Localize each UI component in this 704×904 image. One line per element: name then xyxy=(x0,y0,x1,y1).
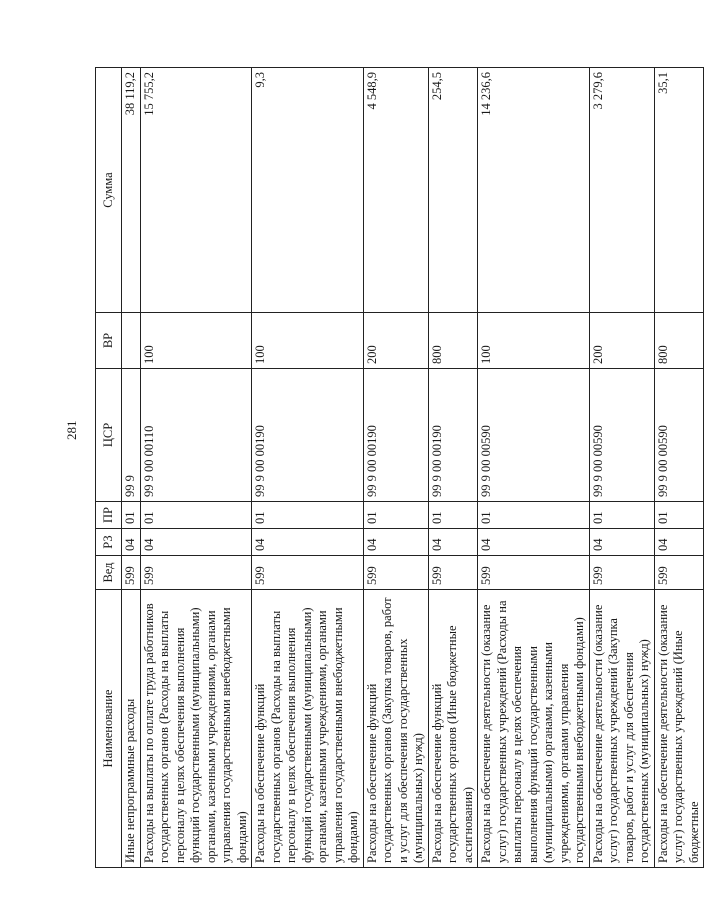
cell-name: Расходы на обеспечение функций государственных органов (Закупка товаров, работ и услуг для обеспечения государственных (муниципальных) нужд) xyxy=(363,590,428,868)
cell-pr: 01 xyxy=(140,502,252,529)
cell-sum: 38 119,2 xyxy=(122,68,141,313)
cell-csr: 99 9 00 00190 xyxy=(252,369,364,502)
budget-table xyxy=(95,67,704,868)
cell-name: Расходы на выплаты по оплате труда работников государственных органов (Расходы на выплаты персоналу в целях обеспечения выполнения функций государственными (муниципальными) органами, казенными учреждениями, органами управления государственными внебюджетными фондами) xyxy=(140,590,252,868)
cell-csr: 99 9 00 00190 xyxy=(363,369,428,502)
table-row xyxy=(140,68,252,868)
cell-pr: 01 xyxy=(252,502,364,529)
table-row xyxy=(252,68,364,868)
cell-csr: 99 9 00 00110 xyxy=(140,369,252,502)
cell-sum: 9,3 xyxy=(252,68,364,313)
cell-ved: 599 xyxy=(478,556,590,590)
cell-csr: 99 9 xyxy=(122,369,141,502)
cell-sum: 35,1 xyxy=(654,68,704,313)
cell-vr: 100 xyxy=(252,313,364,369)
header-rz: РЗ xyxy=(96,529,122,556)
header-ved: Вед xyxy=(96,556,122,590)
cell-ved: 599 xyxy=(589,556,654,590)
table-row xyxy=(654,68,704,868)
cell-sum: 4 548,9 xyxy=(363,68,428,313)
cell-name: Расходы на обеспечение деятельности (оказание услуг) государственных учреждений (Иные бюджетные xyxy=(654,590,704,868)
cell-ved: 599 xyxy=(122,556,141,590)
cell-ved: 599 xyxy=(252,556,364,590)
page-number: 281 xyxy=(64,420,79,440)
cell-pr: 01 xyxy=(363,502,428,529)
cell-rz: 04 xyxy=(363,529,428,556)
cell-vr: 100 xyxy=(140,313,252,369)
cell-vr: 200 xyxy=(589,313,654,369)
cell-csr: 99 9 00 00590 xyxy=(589,369,654,502)
cell-name: Расходы на обеспечение функций государственных органов (Расходы на выплаты персоналу в целях обеспечения выполнения функций государственными (муниципальными) органами, казенными учреждениями, органами управления государственными внебюджетными фондами) xyxy=(252,590,364,868)
cell-pr: 01 xyxy=(122,502,141,529)
cell-rz: 04 xyxy=(589,529,654,556)
cell-sum: 14 236,6 xyxy=(478,68,590,313)
cell-sum: 3 279,6 xyxy=(589,68,654,313)
cell-pr: 01 xyxy=(589,502,654,529)
cell-vr: 200 xyxy=(363,313,428,369)
cell-csr: 99 9 00 00590 xyxy=(478,369,590,502)
cell-sum: 254,5 xyxy=(428,68,478,313)
cell-name: Расходы на обеспечение функций государственных органов (Иные бюджетные ассигнования) xyxy=(428,590,478,868)
table-row xyxy=(428,68,478,868)
cell-pr: 01 xyxy=(478,502,590,529)
table-row xyxy=(122,68,141,868)
cell-rz: 04 xyxy=(140,529,252,556)
table-row xyxy=(478,68,590,868)
cell-rz: 04 xyxy=(428,529,478,556)
cell-rz: 04 xyxy=(122,529,141,556)
cell-ved: 599 xyxy=(140,556,252,590)
table-row xyxy=(589,68,654,868)
cell-name: Расходы на обеспечение деятельности (оказание услуг) государственных учреждений (Расходы на выплаты персоналу в целях обеспечения выполнения функций государственными (муниципальными) органами, казенными учреждениями, органами управления государственными внебюджетными фондами) xyxy=(478,590,590,868)
header-vr: ВР xyxy=(96,313,122,369)
cell-ved: 599 xyxy=(654,556,704,590)
cell-sum: 15 755,2 xyxy=(140,68,252,313)
cell-name: Иные непрограммные расходы xyxy=(122,590,141,868)
cell-csr: 99 9 00 00590 xyxy=(654,369,704,502)
cell-vr xyxy=(122,313,141,369)
cell-name: Расходы на обеспечение деятельности (оказание услуг) государственных учреждений (Закупка товаров, работ и услуг для обеспечения государственных (муниципальных) нужд) xyxy=(589,590,654,868)
cell-rz: 04 xyxy=(252,529,364,556)
cell-csr: 99 9 00 00190 xyxy=(428,369,478,502)
table-header-row xyxy=(96,68,122,868)
budget-table-container xyxy=(95,68,701,868)
cell-rz: 04 xyxy=(478,529,590,556)
cell-ved: 599 xyxy=(428,556,478,590)
table-row xyxy=(363,68,428,868)
cell-vr: 100 xyxy=(478,313,590,369)
header-csr: ЦСР xyxy=(96,369,122,502)
cell-pr: 01 xyxy=(654,502,704,529)
cell-pr: 01 xyxy=(428,502,478,529)
cell-ved: 599 xyxy=(363,556,428,590)
header-sum: Сумма xyxy=(96,68,122,313)
header-name: Наименование xyxy=(96,590,122,868)
cell-rz: 04 xyxy=(654,529,704,556)
cell-vr: 800 xyxy=(428,313,478,369)
cell-vr: 800 xyxy=(654,313,704,369)
header-pr: ПР xyxy=(96,502,122,529)
